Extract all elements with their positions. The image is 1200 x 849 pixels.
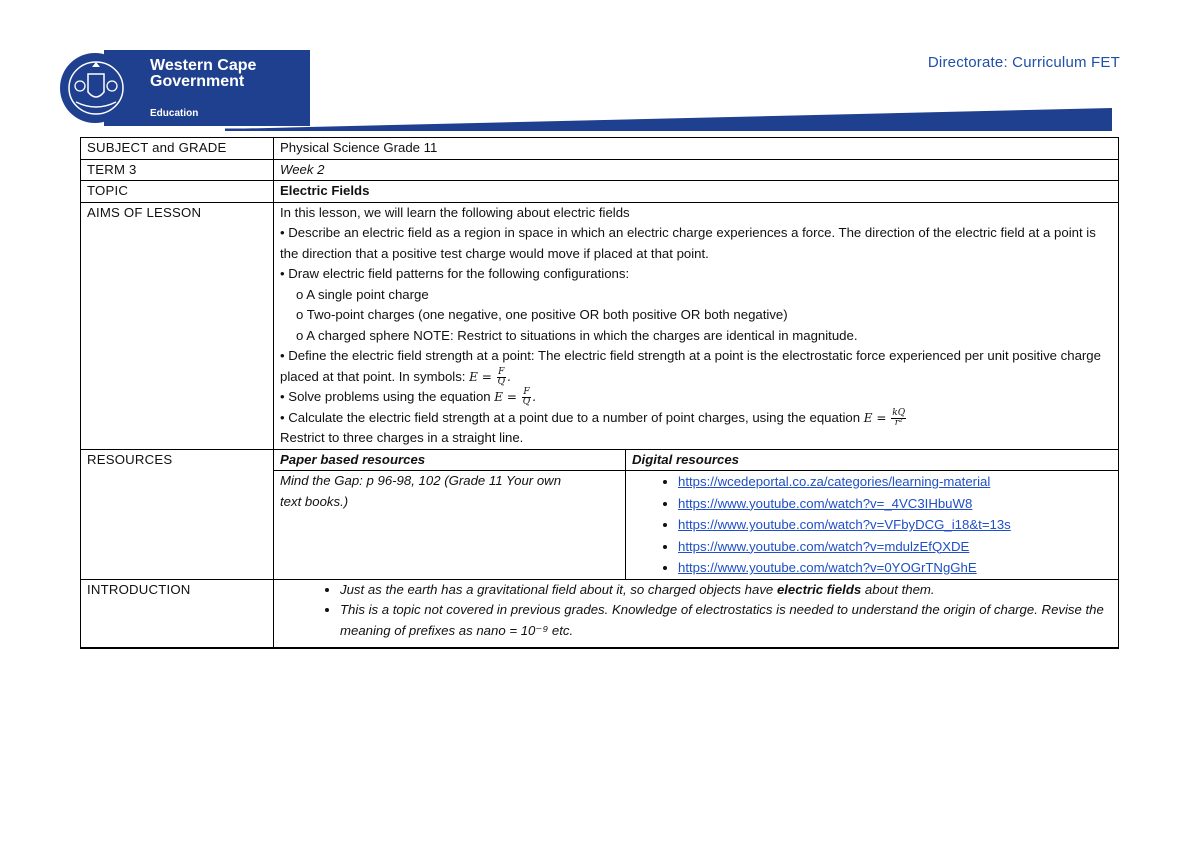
equation-lhs: E = [494, 390, 517, 404]
subject-label: SUBJECT and GRADE [81, 138, 274, 160]
paper-resources-text: Mind the Gap: p 96-98, 102 (Grade 11 Your own text books.) [274, 471, 626, 579]
resource-link-youtube-4[interactable]: https://www.youtube.com/watch?v=0YOGrTNgGhE [678, 560, 977, 575]
fraction-denominator: r² [894, 417, 903, 428]
fraction-denominator: Q [522, 397, 531, 407]
aims-sub-single-charge: o A single point charge [296, 286, 429, 302]
intro-text-c: about them. [864, 581, 935, 597]
page-header [0, 0, 1200, 140]
resource-link-youtube-2[interactable]: https://www.youtube.com/watch?v=VFbyDCG_i18&t=13s [678, 517, 1011, 532]
resources-header-row [274, 450, 1118, 471]
equation-lhs: E = [863, 410, 887, 425]
term-value: Week 2 [274, 159, 1119, 181]
coat-of-arms-icon [66, 58, 126, 118]
table-row-introduction [81, 579, 1119, 648]
government-name: Western Cape Government [150, 57, 257, 90]
table-row-subject [81, 138, 1119, 160]
government-department: Education [150, 108, 199, 119]
resource-link-youtube-1[interactable]: https://www.youtube.com/watch?v=_4VC3IHbuW8 [678, 495, 973, 511]
directorate-title: Directorate: Curriculum FET [927, 54, 1120, 71]
list-item [340, 600, 1112, 641]
equation-fraction [497, 368, 506, 387]
fraction-numerator: F [498, 366, 505, 377]
introduction-label: INTRODUCTION [81, 579, 274, 648]
resources-content [274, 449, 1119, 579]
paper-resources-header: Paper based resources [274, 450, 626, 471]
digital-resources-header: Digital resources [626, 450, 1119, 471]
table-row-term [81, 159, 1119, 181]
aims-content [274, 202, 1119, 449]
term-label: TERM 3 [81, 159, 274, 181]
equation-e-f-q [469, 366, 511, 387]
aims-calculate-text: • Calculate the electric field strength at a point due to a number of point charges, using the equation [280, 409, 861, 425]
aims-item-describe: • Describe an electric field as a region in space in which an electric charge experiences a force. The direction of the electric field at a point is the direction that a positive test charge would move if placed at that point. [280, 225, 1096, 261]
equation-period: . [532, 390, 536, 404]
aims-item-define [280, 346, 1112, 387]
equation-lhs: E = [469, 369, 492, 384]
list-item [678, 471, 1118, 493]
aims-restrict-note: Restrict to three charges in a straight line. [280, 430, 524, 445]
aims-label: AIMS OF LESSON [81, 202, 274, 449]
aims-intro: In this lesson, we will learn the following about electric fields [280, 204, 630, 220]
aims-item-solve [280, 387, 1112, 408]
list-item [678, 557, 1118, 579]
subject-value: Physical Science Grade 11 [274, 138, 1119, 160]
aims-item-calculate [280, 408, 1112, 429]
table-row-aims [81, 202, 1119, 449]
aims-define-text: • Define the electric field strength at a point: The electric field strength at a point is the electrostatic force experienced per unit positive charge placed at that point. In symbols: [280, 348, 1101, 384]
digital-resources-list [626, 471, 1118, 579]
list-item [678, 493, 1118, 515]
equation-e-f-q [494, 387, 536, 407]
table-row-topic [81, 181, 1119, 203]
resources-table [274, 450, 1118, 579]
resources-label: RESOURCES [81, 449, 274, 579]
intro-text-prior-knowledge: This is a topic not covered in previous grades. Knowledge of electrostatics is needed to understand the origin of charge. Revise the meaning of prefixes as nano = 10⁻⁹ etc. [340, 602, 1104, 638]
digital-resources-list-cell [626, 471, 1119, 579]
resource-link-wced[interactable]: https://wcedeportal.co.za/categories/learning-material [678, 474, 991, 489]
introduction-content [274, 579, 1119, 648]
equation-fraction [522, 388, 531, 407]
topic-value: Electric Fields [274, 181, 1119, 203]
list-item [678, 536, 1118, 558]
fraction-denominator: Q [497, 376, 505, 387]
list-item [340, 580, 1112, 601]
equation-fraction [891, 409, 906, 428]
fraction-numerator: F [523, 387, 530, 397]
equation-e-kq-r2 [863, 407, 907, 428]
aims-sub-two-charges: o Two-point charges (one negative, one positive OR both positive OR both negative) [296, 307, 788, 322]
lesson-plan-table [80, 137, 1119, 649]
resources-body-row [274, 471, 1118, 579]
list-item [678, 514, 1118, 536]
resource-link-youtube-3[interactable]: https://www.youtube.com/watch?v=mdulzEfQXDE [678, 538, 970, 554]
intro-text-emphasis: electric fields [776, 581, 862, 597]
aims-solve-text: • Solve problems using the equation [280, 389, 491, 404]
equation-period: . [507, 369, 511, 384]
table-row-resources [81, 449, 1119, 579]
fraction-numerator: kQ [892, 407, 906, 418]
aims-item-draw: • Draw electric field patterns for the following configurations: [280, 266, 630, 281]
intro-text-a: Just as the earth has a gravitational field about it, so charged objects have [340, 581, 774, 597]
topic-label: TOPIC [81, 181, 274, 203]
introduction-list [280, 580, 1112, 642]
aims-sub-charged-sphere: o A charged sphere NOTE: Restrict to situations in which the charges are identical in magnitude. [296, 327, 858, 343]
